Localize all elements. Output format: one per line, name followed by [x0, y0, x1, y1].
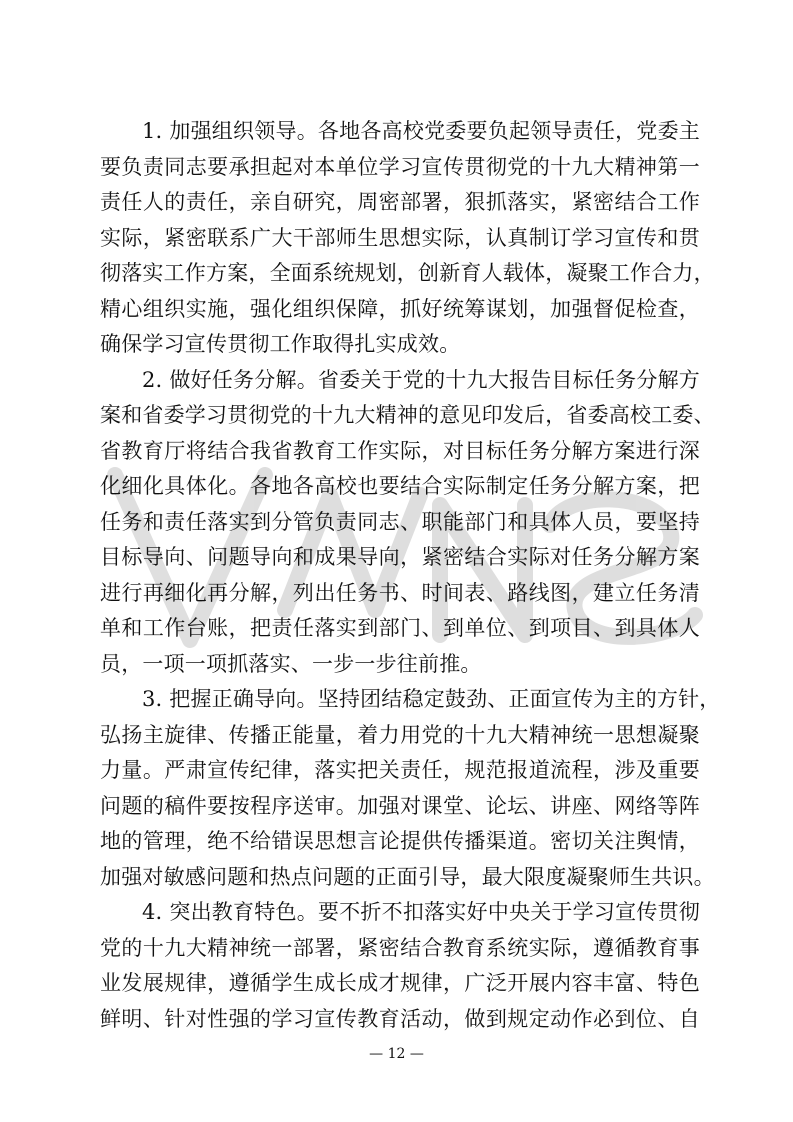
paragraph-4: [100, 895, 700, 1037]
text-line: 3. 把握正确导向。坚持团结稳定鼓劲、正面宣传为主的方针，: [142, 687, 721, 711]
text-line: 单和工作台账，把责任落实到部门、到单位、到项目、到具体人: [100, 616, 700, 640]
paragraph-2: [100, 363, 715, 683]
paragraph-3: [100, 682, 721, 895]
text-line: 4. 突出教育特色。要不折不扣落实好中央关于学习宣传贯彻: [142, 900, 700, 924]
text-line: 确保学习宣传贯彻工作取得扎实成效。: [100, 332, 461, 356]
text-line: 地的管理，绝不给错误思想言论提供传播渠道。密切关注舆情，: [100, 829, 700, 853]
text-line: 2. 做好任务分解。省委关于党的十九大报告目标任务分解方: [142, 367, 700, 392]
text-line: 彻落实工作方案，全面系统规划，创新育人载体，凝聚工作合力，: [100, 261, 715, 285]
text-line: 员，一项一项抓落实、一步一步往前推。: [100, 651, 482, 676]
text-line: 问题的稿件要按程序送审。加强对课堂、论坛、讲座、网络等阵: [100, 793, 700, 818]
text-line: 要负责同志要承担起对本单位学习宣传贯彻党的十九大精神第一: [100, 154, 700, 179]
text-line: 业发展规律，遵循学生成长成才规律，广泛开展内容丰富、特色: [100, 971, 700, 995]
text-line: 力量。严肃宣传纪律，落实把关责任，规范报道流程，涉及重要: [100, 758, 700, 782]
body-text: [100, 114, 721, 1037]
text-line: 进行再细化再分解，列出任务书、时间表、路线图，建立任务清: [100, 580, 700, 605]
text-line: 任务和责任落实到分管负责同志、职能部门和具体人员，要坚持: [100, 509, 700, 534]
text-line: 弘扬主旋律、传播正能量，着力用党的十九大精神统一思想凝聚: [100, 722, 700, 747]
text-line: 目标导向、问题导向和成果导向，紧密结合实际对任务分解方案: [100, 545, 700, 569]
text-line: 责任人的责任，亲自研究，周密部署，狠抓落实，紧密结合工作: [100, 190, 700, 214]
page-number: — 12 —: [369, 1046, 424, 1062]
text-line: 1. 加强组织领导。各地各高校党委要负起领导责任，党委主: [142, 119, 700, 143]
text-line: 化细化具体化。各地各高校也要结合实际制定任务分解方案，把: [100, 474, 700, 498]
text-line: 精心组织实施，强化组织保障，抓好统筹谋划，加强督促检查，: [100, 296, 700, 321]
paragraph-1: [100, 114, 715, 363]
text-line: 党的十九大精神统一部署，紧密结合教育系统实际，遵循教育事: [100, 935, 700, 960]
text-line: 省教育厅将结合我省教育工作实际，对目标任务分解方案进行深: [100, 438, 700, 463]
text-line: 加强对敏感问题和热点问题的正面引导，最大限度凝聚师生共识。: [100, 864, 715, 889]
text-line: 案和省委学习贯彻党的十九大精神的意见印发后，省委高校工委、: [100, 403, 715, 427]
text-line: 鲜明、针对性强的学习宣传教育活动，做到规定动作必到位、自: [100, 1006, 700, 1031]
text-line: 实际，紧密联系广大干部师生思想实际，认真制订学习宣传和贯: [100, 225, 700, 250]
